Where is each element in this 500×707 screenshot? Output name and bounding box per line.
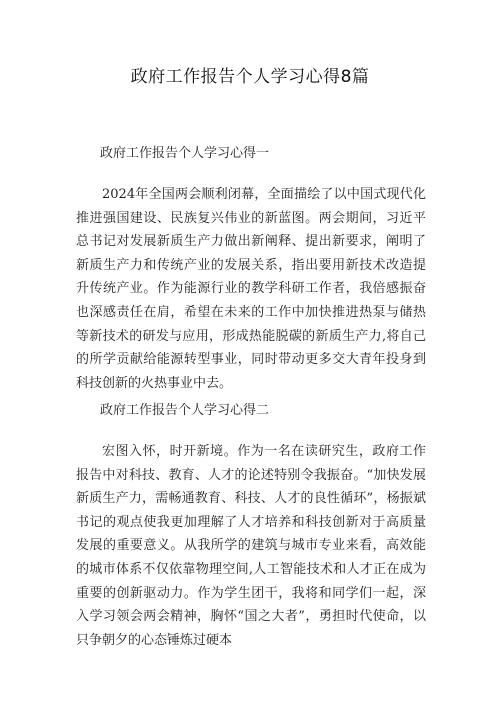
section-heading-2: 政府工作报告个人学习心得二 — [100, 403, 270, 418]
document-title: 政府工作报告个人学习心得8篇 — [130, 67, 370, 87]
section-body-1: 2024年全国两会顺利闭幕，全面描绘了以中国式现代化推进强国建设、民族复兴伟业的新蓝图。两会期间，习近平总书记对发展新质生产力做出新阐释、提出新要求，阐明了新质生产力和传统产业的发展关系，指出要用新技术改造提升传统产业。作为能源行业的教学科研工作者，我倍感振奋也深感责任在肩，希望在未来的工作中加快推进热泵与储热等新技术的研发与应用，形成热能脱碳的新质生产力,将自己的所学贡献给能源转型事业，同时带动更多交大青年投身到科技创新的火热事业中去。 — [76, 187, 426, 391]
section-heading-1: 政府工作报告个人学习心得一 — [100, 146, 270, 161]
section-body-2: 宏图入怀，时开新境。作为一名在读研究生，政府工作报告中对科技、教育、人才的论述特别令我振奋。“加快发展新质生产力，需畅通教育、科技、人才的良性循环”，杨振斌书记的观点使我更加理解了人才培养和科技创新对于高质量发展的重要意义。从我所学的建筑与城市专业来看，高效能的城市体系不仅依靠物理空间,人工智能技术和人才正在成为重要的创新驱动力。作为学生团干，我将和同学们一起，深入学习领会两会精神，胸怀“国之大者”，勇担时代使命，以只争朝夕的心态锤炼过硬本 — [76, 444, 426, 648]
